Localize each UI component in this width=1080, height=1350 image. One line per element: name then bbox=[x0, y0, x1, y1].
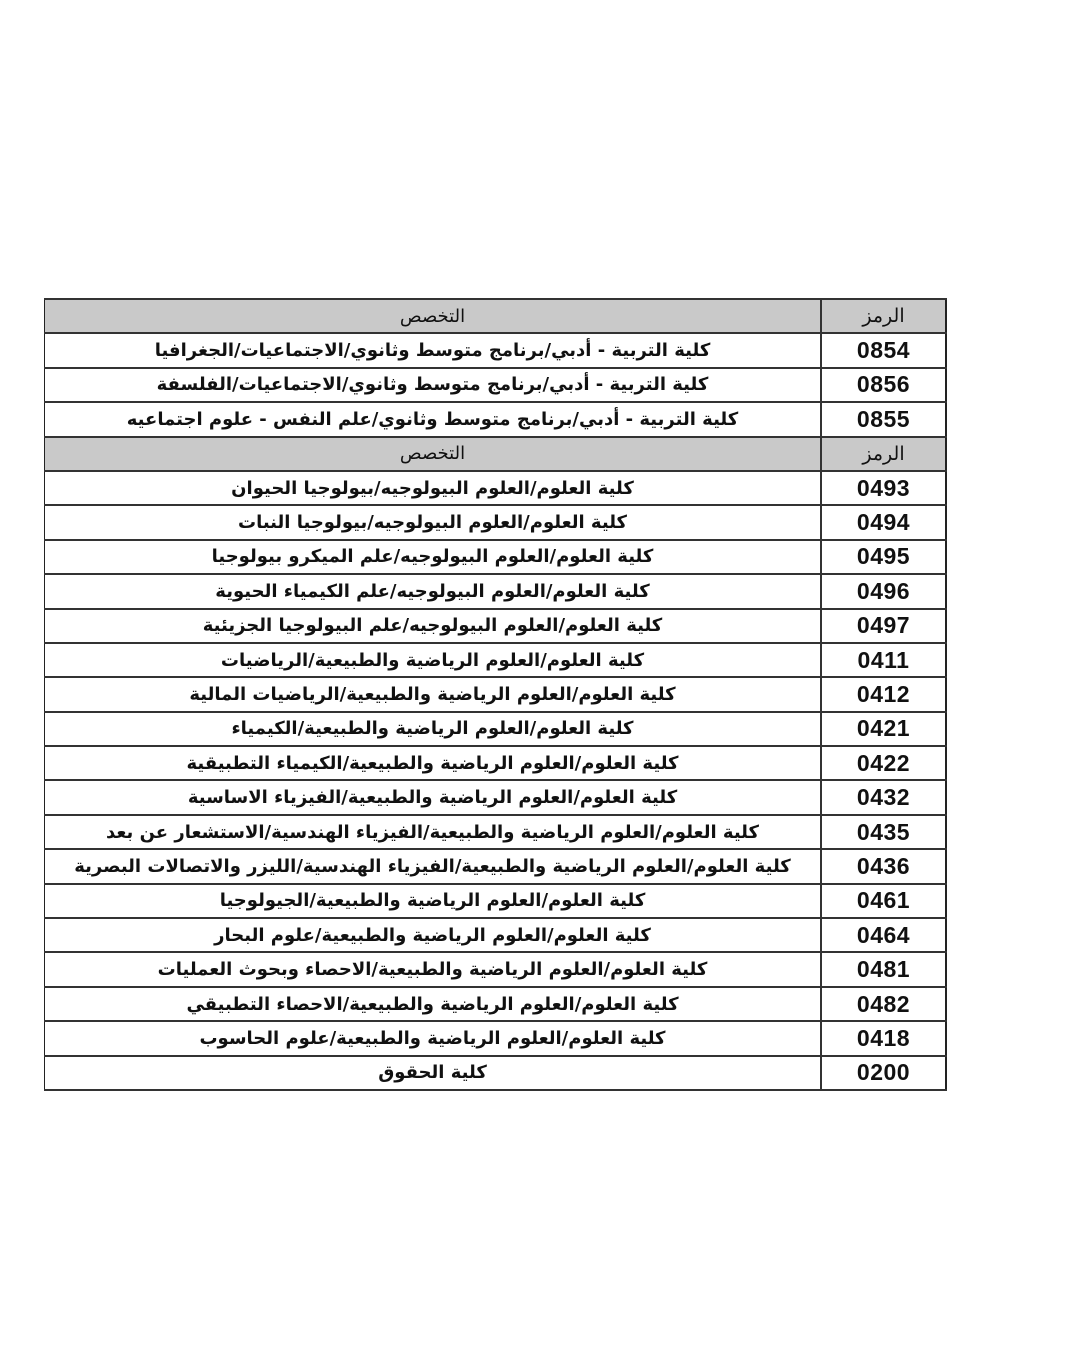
codes-table bbox=[44, 298, 947, 1091]
program-major: كلية التربية - أدبي/برنامج متوسط وثانوي/علم النفس - علوم اجتماعيه bbox=[45, 402, 822, 436]
header-code-label: الرمز bbox=[821, 437, 946, 471]
table-row bbox=[45, 849, 947, 883]
program-major: كلية العلوم/العلوم الرياضية والطبيعية/علوم الحاسوب bbox=[45, 1021, 822, 1055]
program-code: 0855 bbox=[821, 402, 946, 436]
table-row bbox=[45, 746, 947, 780]
program-major: كلية العلوم/العلوم البيولوجيه/بيولوجيا الحيوان bbox=[45, 471, 822, 505]
table-row bbox=[45, 780, 947, 814]
table-row bbox=[45, 643, 947, 677]
program-major: كلية التربية - أدبي/برنامج متوسط وثانوي/الاجتماعيات/الفلسفة bbox=[45, 368, 822, 402]
program-code: 0495 bbox=[821, 540, 946, 574]
program-major: كلية العلوم/العلوم الرياضية والطبيعية/الفيزياء الهندسية/الليزر والاتصالات البصرية bbox=[45, 849, 822, 883]
program-code: 0422 bbox=[821, 746, 946, 780]
program-major: كلية العلوم/العلوم البيولوجيه/علم الكيمياء الحيوية bbox=[45, 574, 822, 608]
table-row bbox=[45, 574, 947, 608]
header-code-label: الرمز bbox=[821, 299, 946, 333]
table-row bbox=[45, 1056, 947, 1090]
program-code: 0418 bbox=[821, 1021, 946, 1055]
table-row bbox=[45, 333, 947, 367]
program-code: 0200 bbox=[821, 1056, 946, 1090]
program-code: 0493 bbox=[821, 471, 946, 505]
table-header-row bbox=[45, 299, 947, 333]
table-row bbox=[45, 884, 947, 918]
table-row bbox=[45, 609, 947, 643]
program-code: 0464 bbox=[821, 918, 946, 952]
program-major: كلية العلوم/العلوم الرياضية والطبيعية/الرياضيات المالية bbox=[45, 677, 822, 711]
program-code: 0494 bbox=[821, 505, 946, 539]
program-code: 0856 bbox=[821, 368, 946, 402]
table-row bbox=[45, 368, 947, 402]
program-code: 0432 bbox=[821, 780, 946, 814]
table-row bbox=[45, 918, 947, 952]
program-major: كلية العلوم/العلوم الرياضية والطبيعية/علوم البحار bbox=[45, 918, 822, 952]
program-code: 0436 bbox=[821, 849, 946, 883]
program-major: كلية العلوم/العلوم البيولوجيه/علم الميكرو بيولوجيا bbox=[45, 540, 822, 574]
header-major-label: التخصص bbox=[45, 299, 822, 333]
program-major: كلية العلوم/العلوم البيولوجيه/بيولوجيا النبات bbox=[45, 505, 822, 539]
program-code: 0854 bbox=[821, 333, 946, 367]
table-row bbox=[45, 815, 947, 849]
program-code: 0482 bbox=[821, 987, 946, 1021]
program-code: 0461 bbox=[821, 884, 946, 918]
program-code: 0496 bbox=[821, 574, 946, 608]
table-row bbox=[45, 677, 947, 711]
program-major: كلية العلوم/العلوم الرياضية والطبيعية/الرياضيات bbox=[45, 643, 822, 677]
table-row bbox=[45, 952, 947, 986]
table-row bbox=[45, 471, 947, 505]
table-row bbox=[45, 505, 947, 539]
program-major: كلية الحقوق bbox=[45, 1056, 822, 1090]
program-major: كلية العلوم/العلوم الرياضية والطبيعية/الجيولوجيا bbox=[45, 884, 822, 918]
program-code: 0412 bbox=[821, 677, 946, 711]
program-major: كلية العلوم/العلوم الرياضية والطبيعية/الكيمياء bbox=[45, 712, 822, 746]
program-major: كلية العلوم/العلوم الرياضية والطبيعية/الفيزياء الاساسية bbox=[45, 780, 822, 814]
table-header-row bbox=[45, 437, 947, 471]
codes-sheet bbox=[44, 298, 947, 1091]
program-major: كلية العلوم/العلوم الرياضية والطبيعية/الفيزياء الهندسية/الاستشعار عن بعد bbox=[45, 815, 822, 849]
program-code: 0481 bbox=[821, 952, 946, 986]
table-row bbox=[45, 540, 947, 574]
program-major: كلية العلوم/العلوم الرياضية والطبيعية/الاحصاء وبحوث العمليات bbox=[45, 952, 822, 986]
program-major: كلية العلوم/العلوم البيولوجيه/علم البيولوجيا الجزيئية bbox=[45, 609, 822, 643]
program-code: 0411 bbox=[821, 643, 946, 677]
program-major: كلية العلوم/العلوم الرياضية والطبيعية/الاحصاء التطبيقي bbox=[45, 987, 822, 1021]
program-code: 0497 bbox=[821, 609, 946, 643]
program-code: 0435 bbox=[821, 815, 946, 849]
table-row bbox=[45, 1021, 947, 1055]
program-major: كلية العلوم/العلوم الرياضية والطبيعية/الكيمياء التطبيقية bbox=[45, 746, 822, 780]
table-row bbox=[45, 987, 947, 1021]
table-row bbox=[45, 402, 947, 436]
table-row bbox=[45, 712, 947, 746]
program-code: 0421 bbox=[821, 712, 946, 746]
header-major-label: التخصص bbox=[45, 437, 822, 471]
codes-table-body bbox=[45, 299, 947, 1090]
program-major: كلية التربية - أدبي/برنامج متوسط وثانوي/الاجتماعيات/الجغرافيا bbox=[45, 333, 822, 367]
